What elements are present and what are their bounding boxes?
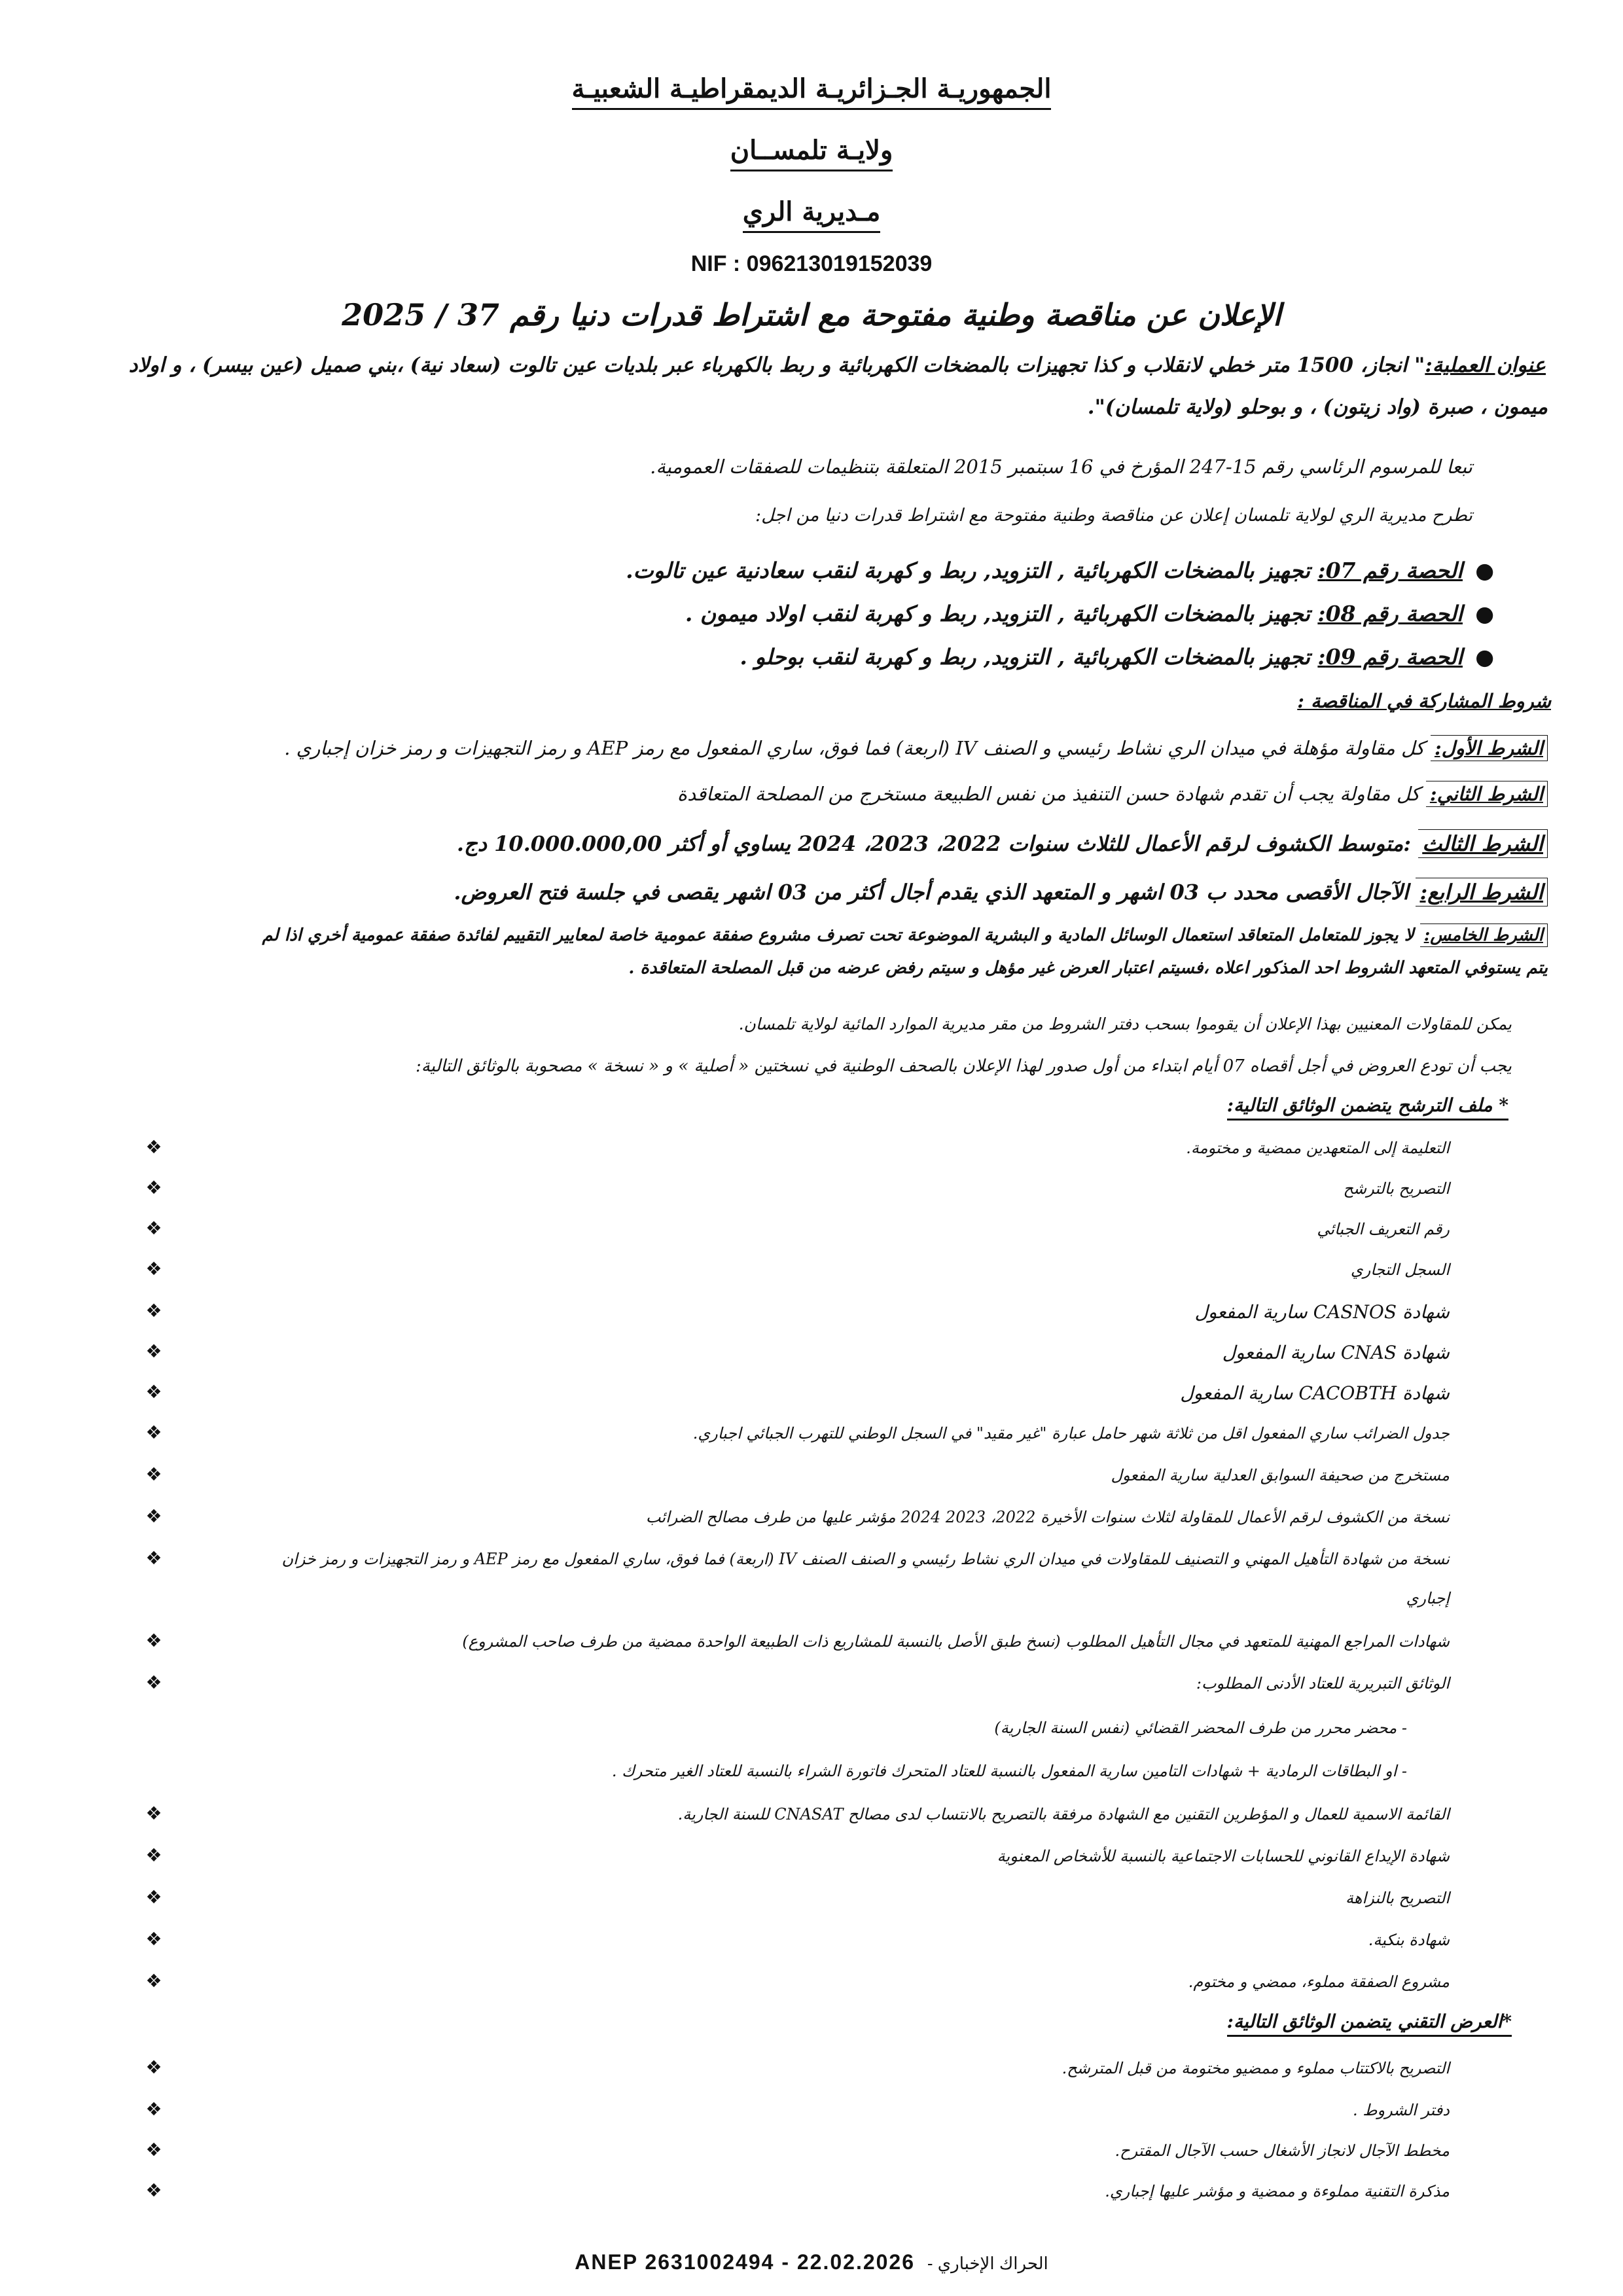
candidacy-item: التعليمة إلى المتعهدين ممضية و مختومة. xyxy=(1186,1139,1450,1157)
candidacy-sub-item: - او البطاقات الرمادية + شهادات التامين سارية المفعول بالنسبة للعتاد المتحرك فاتورة الشراء بالنسبة للعتاد الغير متحرك . xyxy=(611,1762,1407,1780)
wilaya-heading: ولايـة تلمســان xyxy=(0,135,1623,171)
candidacy-item-continuation: إجباري xyxy=(1406,1589,1450,1607)
condition-2: الشرط الثاني: كل مقاولة يجب أن تقدم شهادة حسن التنفيذ من نفس الطبيعة مستخرج من المصلحة المتعاقدة xyxy=(69,783,1548,805)
operation-line-1 xyxy=(73,353,1546,377)
diamond-bullet-icon: ❖ xyxy=(145,1177,162,1198)
announce-intro: تطرح مديرية الري لولاية تلمسان إعلان عن مناقصة وطنية مفتوحة مع اشتراط قدرات دنيا من اجل: xyxy=(755,505,1472,526)
technical-item: التصريح بالاكتتاب مملوء و ممضيو مختومة من قبل المترشح. xyxy=(1061,2059,1450,2077)
candidacy-item: شهادة الإيداع القانوني للحسابات الاجتماعية بالنسبة للأشخاص المعنوية xyxy=(997,1847,1450,1865)
conditions-title: شروط المشاركة في المناقصة : xyxy=(1297,690,1551,712)
diamond-bullet-icon: ❖ xyxy=(145,1381,162,1403)
condition-3: الشرط الثالث :متوسط الكشوف لرقم الأعمال للثلاث سنوات 2022، 2023، 2024 يساوي أو أكثر 10.000.000,00 دج. xyxy=(69,831,1548,856)
diamond-bullet-icon: ❖ xyxy=(145,2056,162,2078)
diamond-bullet-icon: ❖ xyxy=(145,1970,162,1992)
lot-item: ● الحصة رقم 09: تجهيز بالمضخات الكهربائية , التزويد, ربط و كهربة لنقب بوحلو . xyxy=(740,644,1494,670)
footer-source: - الحراك الإخباري xyxy=(927,2253,1048,2273)
condition-1: الشرط الأول: كل مقاولة مؤهلة في ميدان الري نشاط رئيسي و الصنف IV (اربعة) فما فوق، ساري المفعول مع رمز AEP و رمز التجهيزات و رمز خزان إجباري . xyxy=(69,737,1548,759)
candidacy-item: القائمة الاسمية للعمال و المؤطرين التقنين مع الشهادة مرفقة بالتصريح بالانتساب لدى مصالح CNASAT للسنة الجارية. xyxy=(677,1805,1450,1823)
bullet-dot-icon: ● xyxy=(1475,558,1494,583)
candidacy-title: * ملف الترشح يتضمن الوثائق التالية: xyxy=(1227,1094,1508,1121)
withdraw-notice: يمكن للمقاولات المعنيين بهذا الإعلان أن يقوموا بسحب دفتر الشروط من مقر مديرية الموارد المائية لولاية تلمسان. xyxy=(738,1014,1512,1033)
bullet-dot-icon: ● xyxy=(1475,644,1494,670)
candidacy-item: شهادة CNAS سارية المفعول xyxy=(1222,1342,1450,1363)
diamond-bullet-icon: ❖ xyxy=(145,1547,162,1569)
candidacy-item: السجل التجاري xyxy=(1350,1261,1450,1279)
operation-text: " انجاز، 1500 متر خطي لانقلاب و كذا تجهيزات بالمضخات الكهربائية و ربط بالكهرباء عبر بلديات عين تالوت (سعاد نية) ،بني صميل (عين بيسر) ، و اولاد xyxy=(128,353,1425,377)
diamond-bullet-icon: ❖ xyxy=(145,2139,162,2161)
republic-heading: الجمهوريـة الجـزائريـة الديمقراطيـة الشعبيـة xyxy=(0,73,1623,110)
candidacy-item: شهادات المراجع المهنية للمتعهد في مجال التأهيل المطلوب (نسخ طبق الأصل بالنسبة للمشاريع ذات الطبيعة الواحدة ممضية من طرف صاحب المشروع) xyxy=(462,1632,1450,1651)
condition-4: الشرط الرابع: الآجال الأقصى محدد ب 03 اشهر و المتعهد الذي يقدم أجال أكثر من 03 اشهر يقصى في جلسة فتح العروض. xyxy=(69,880,1548,905)
candidacy-item: نسخة من الكشوف لرقم الأعمال للمقاولة لثلاث سنوات الأخيرة 2022، 2023 2024 مؤشر عليها من طرف مصالح الضرائب xyxy=(645,1508,1450,1526)
diamond-bullet-icon: ❖ xyxy=(145,2098,162,2120)
diamond-bullet-icon: ❖ xyxy=(145,1340,162,1362)
candidacy-item: جدول الضرائب ساري المفعول اقل من ثلاثة شهر حامل عبارة "غير مقيد" في السجل الوطني للتهرب الجبائي اجباري. xyxy=(692,1424,1450,1443)
candidacy-item: شهادة بنكية. xyxy=(1368,1931,1450,1949)
candidacy-item: الوثائق التبريرية للعتاد الأدنى المطلوب: xyxy=(1196,1674,1450,1693)
candidacy-sub-item: - محضر محرر من طرف المحضر القضائي (نفس السنة الجارية) xyxy=(994,1719,1407,1737)
condition-5-continuation: يتم يستوفي المتعهد الشروط احد المذكور اعلاه ،فسيتم اعتبار العرض غير مؤهل و سيتم رفض عرضه من قبل المصلحة المتعاقدة . xyxy=(628,958,1548,978)
diamond-bullet-icon: ❖ xyxy=(145,1844,162,1866)
candidacy-item: شهادة CACOBTH سارية المفعول xyxy=(1180,1382,1450,1404)
diamond-bullet-icon: ❖ xyxy=(145,1886,162,1908)
bullet-dot-icon: ● xyxy=(1475,601,1494,626)
technical-item: دفتر الشروط . xyxy=(1353,2101,1450,2119)
directorate-heading: مـديرية الري xyxy=(0,196,1623,233)
candidacy-item: التصريح بالترشح xyxy=(1343,1179,1450,1198)
diamond-bullet-icon: ❖ xyxy=(145,1300,162,1321)
diamond-bullet-icon: ❖ xyxy=(145,2179,162,2201)
technical-item: مخطط الآجال لانجاز الأشغال حسب الآجال المقترح. xyxy=(1115,2142,1450,2160)
diamond-bullet-icon: ❖ xyxy=(145,1136,162,1158)
diamond-bullet-icon: ❖ xyxy=(145,1422,162,1443)
decree-reference: تبعا للمرسوم الرئاسي رقم 15-247 المؤرخ في 16 سبتمبر 2015 المتعلقة بتنظيمات للصفقات العمومية. xyxy=(650,456,1472,478)
diamond-bullet-icon: ❖ xyxy=(145,1630,162,1651)
lot-item: ● الحصة رقم 08: تجهيز بالمضخات الكهربائية , التزويد, ربط و كهربة لنقب اولاد ميمون . xyxy=(685,601,1494,626)
technical-title: *العرض التقني يتضمن الوثائق التالية: xyxy=(1227,2011,1512,2037)
footer xyxy=(0,2250,1623,2274)
technical-item: مذكرة التقنية مملوءة و ممضية و مؤشر عليها إجباري. xyxy=(1105,2182,1450,2200)
candidacy-item: نسخة من شهادة التأهيل المهني و التصنيف للمقاولات في ميدان الري نشاط رئيسي و الصنف الصنف IV (اربعة) فما فوق، ساري المفعول مع رمز AEP و رمز التجهيزات و رمز خزان xyxy=(281,1550,1450,1568)
diamond-bullet-icon: ❖ xyxy=(145,1803,162,1824)
diamond-bullet-icon: ❖ xyxy=(145,1505,162,1527)
diamond-bullet-icon: ❖ xyxy=(145,1217,162,1239)
diamond-bullet-icon: ❖ xyxy=(145,1928,162,1950)
announcement-title: الإعلان عن مناقصة وطنية مفتوحة مع اشتراط قدرات دنيا رقم 37 / 2025 xyxy=(342,297,1281,332)
diamond-bullet-icon: ❖ xyxy=(145,1463,162,1485)
diamond-bullet-icon: ❖ xyxy=(145,1258,162,1280)
diamond-bullet-icon: ❖ xyxy=(145,1672,162,1693)
lot-item: ● الحصة رقم 07: تجهيز بالمضخات الكهربائية , التزويد, ربط و كهربة لنقب سعادنية عين تالوت. xyxy=(626,558,1494,583)
operation-line-2: ميمون ، صبرة (واد زيتون) ، و بوحلو (ولاية تلمسان)". xyxy=(1087,395,1548,419)
candidacy-item: مشروع الصفقة مملوء، ممضي و مختوم. xyxy=(1188,1973,1450,1991)
anep-reference: ANEP 2631002494 - 22.02.2026 xyxy=(575,2250,916,2274)
candidacy-item: مستخرج من صحيفة السوابق العدلية سارية المفعول xyxy=(1111,1466,1450,1484)
deposit-notice: يجب أن تودع العروض في أجل أقصاه 07 أيام ابتداء من أول صدور لهذا الإعلان بالصحف الوطنية في نسختين « أصلية » و « نسخة » مصحوبة بالوثائق التالية: xyxy=(416,1056,1512,1076)
nif-number: NIF : 096213019152039 xyxy=(690,251,933,276)
operation-label: عنوان العملية: xyxy=(1425,353,1546,377)
candidacy-item: شهادة CASNOS سارية المفعول xyxy=(1194,1301,1450,1323)
candidacy-item: رقم التعريف الجبائي xyxy=(1317,1220,1450,1238)
candidacy-item: التصريح بالنزاهة xyxy=(1345,1889,1450,1907)
condition-5: الشرط الخامس: لا يجوز للمتعامل المتعاقد استعمال الوسائل المادية و البشرية الموضوعة تحت تصرف مشروع صفقة عمومية خاصة لمعايير التقييم لفائدة صفقة عمومية أخري اذا لم xyxy=(69,925,1548,945)
